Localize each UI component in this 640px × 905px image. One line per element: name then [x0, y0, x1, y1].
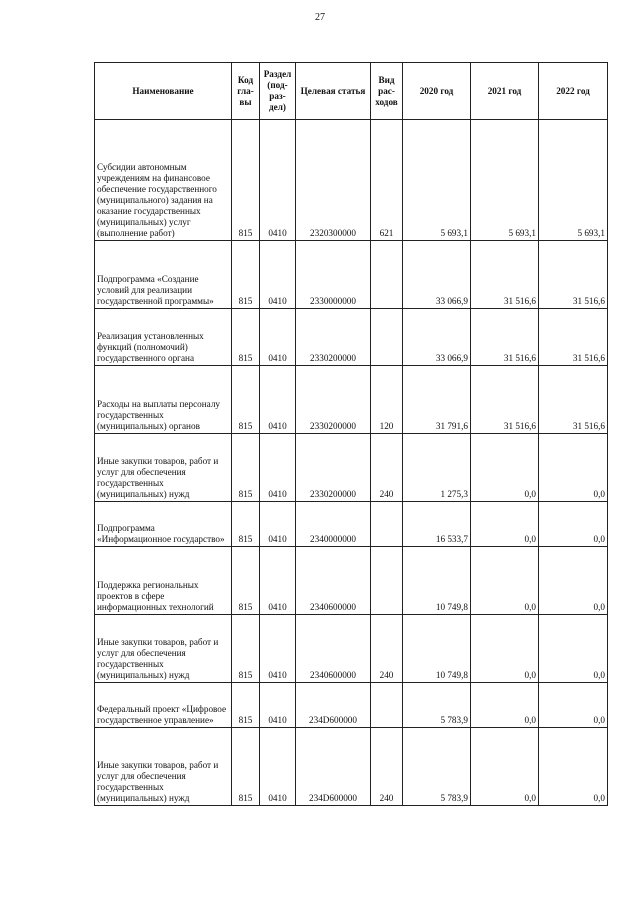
- cell-2021: 0,0: [471, 728, 539, 806]
- cell-type: 120: [371, 366, 403, 434]
- page-number: 27: [315, 12, 325, 23]
- cell-2020: 5 783,9: [403, 683, 471, 728]
- cell-section: 0410: [260, 728, 296, 806]
- cell-2020: 1 275,3: [403, 434, 471, 502]
- budget-table: [94, 62, 608, 806]
- header-name: Наименование: [95, 63, 232, 120]
- table-row: [95, 366, 608, 434]
- table-row: [95, 241, 608, 309]
- cell-type: [371, 683, 403, 728]
- cell-type: 621: [371, 120, 403, 241]
- cell-2022: 5 693,1: [539, 120, 608, 241]
- cell-2021: 0,0: [471, 547, 539, 615]
- header-section: Раздел (под- раз- дел): [260, 63, 296, 120]
- cell-name: Субсидии автономным учреждениям на финансовое обеспечение государственного (муниципального) задания на оказание государственных (муниципальных) услуг (выполнение работ): [95, 120, 232, 241]
- cell-section: 0410: [260, 309, 296, 366]
- table-row: [95, 547, 608, 615]
- cell-2022: 0,0: [539, 615, 608, 683]
- cell-target: 234D600000: [296, 728, 371, 806]
- table-row: [95, 728, 608, 806]
- cell-name: Иные закупки товаров, работ и услуг для обеспечения государственных (муниципальных) нужд: [95, 728, 232, 806]
- cell-target: 2340600000: [296, 547, 371, 615]
- cell-target: 2330200000: [296, 309, 371, 366]
- header-2021: 2021 год: [471, 63, 539, 120]
- cell-target: 2340000000: [296, 502, 371, 547]
- cell-2021: 5 693,1: [471, 120, 539, 241]
- cell-section: 0410: [260, 366, 296, 434]
- cell-2020: 33 066,9: [403, 309, 471, 366]
- cell-2020: 33 066,9: [403, 241, 471, 309]
- cell-2021: 0,0: [471, 615, 539, 683]
- cell-code: 815: [232, 728, 260, 806]
- table-row: [95, 120, 608, 241]
- cell-2020: 10 749,8: [403, 547, 471, 615]
- cell-section: 0410: [260, 683, 296, 728]
- table-row: [95, 683, 608, 728]
- cell-2022: 0,0: [539, 683, 608, 728]
- cell-2021: 0,0: [471, 434, 539, 502]
- cell-code: 815: [232, 309, 260, 366]
- cell-type: [371, 241, 403, 309]
- cell-name: Реализация установленных функций (полномочий) государственного органа: [95, 309, 232, 366]
- cell-2022: 0,0: [539, 728, 608, 806]
- cell-type: [371, 309, 403, 366]
- cell-2021: 0,0: [471, 502, 539, 547]
- table-row: [95, 434, 608, 502]
- cell-section: 0410: [260, 615, 296, 683]
- cell-2021: 31 516,6: [471, 241, 539, 309]
- cell-code: 815: [232, 434, 260, 502]
- cell-code: 815: [232, 683, 260, 728]
- cell-type: 240: [371, 728, 403, 806]
- cell-2021: 31 516,6: [471, 366, 539, 434]
- cell-type: [371, 502, 403, 547]
- cell-name: Федеральный проект «Цифровое государственное управление»: [95, 683, 232, 728]
- cell-code: 815: [232, 502, 260, 547]
- cell-name: Расходы на выплаты персоналу государственных (муниципальных) органов: [95, 366, 232, 434]
- cell-target: 2320300000: [296, 120, 371, 241]
- cell-type: 240: [371, 615, 403, 683]
- cell-2020: 16 533,7: [403, 502, 471, 547]
- table-row: [95, 502, 608, 547]
- cell-2021: 31 516,6: [471, 309, 539, 366]
- header-code: Код гла- вы: [232, 63, 260, 120]
- cell-target: 234D600000: [296, 683, 371, 728]
- cell-section: 0410: [260, 547, 296, 615]
- cell-code: 815: [232, 241, 260, 309]
- cell-name: Поддержка региональных проектов в сфере информационных технологий: [95, 547, 232, 615]
- cell-name: Иные закупки товаров, работ и услуг для обеспечения государственных (муниципальных) нужд: [95, 434, 232, 502]
- cell-name: Подпрограмма «Информационное государство»: [95, 502, 232, 547]
- table-row: [95, 615, 608, 683]
- cell-2022: 0,0: [539, 547, 608, 615]
- header-2020: 2020 год: [403, 63, 471, 120]
- cell-2020: 10 749,8: [403, 615, 471, 683]
- header-type: Вид рас- ходов: [371, 63, 403, 120]
- cell-type: [371, 547, 403, 615]
- cell-name: Иные закупки товаров, работ и услуг для обеспечения государственных (муниципальных) нужд: [95, 615, 232, 683]
- cell-section: 0410: [260, 434, 296, 502]
- cell-2021: 0,0: [471, 683, 539, 728]
- cell-name: Подпрограмма «Создание условий для реализации государственной программы»: [95, 241, 232, 309]
- cell-code: 815: [232, 547, 260, 615]
- cell-2022: 31 516,6: [539, 309, 608, 366]
- cell-section: 0410: [260, 120, 296, 241]
- table-row: [95, 309, 608, 366]
- cell-section: 0410: [260, 502, 296, 547]
- cell-target: 2340600000: [296, 615, 371, 683]
- cell-2022: 31 516,6: [539, 366, 608, 434]
- cell-code: 815: [232, 615, 260, 683]
- cell-2022: 31 516,6: [539, 241, 608, 309]
- cell-code: 815: [232, 120, 260, 241]
- cell-section: 0410: [260, 241, 296, 309]
- cell-code: 815: [232, 366, 260, 434]
- cell-target: 2330200000: [296, 434, 371, 502]
- header-target: Целевая статья: [296, 63, 371, 120]
- cell-2022: 0,0: [539, 502, 608, 547]
- header-2022: 2022 год: [539, 63, 608, 120]
- cell-2020: 31 791,6: [403, 366, 471, 434]
- table-header-row: [95, 63, 608, 120]
- cell-2022: 0,0: [539, 434, 608, 502]
- cell-target: 2330200000: [296, 366, 371, 434]
- cell-target: 2330000000: [296, 241, 371, 309]
- cell-2020: 5 783,9: [403, 728, 471, 806]
- cell-type: 240: [371, 434, 403, 502]
- cell-2020: 5 693,1: [403, 120, 471, 241]
